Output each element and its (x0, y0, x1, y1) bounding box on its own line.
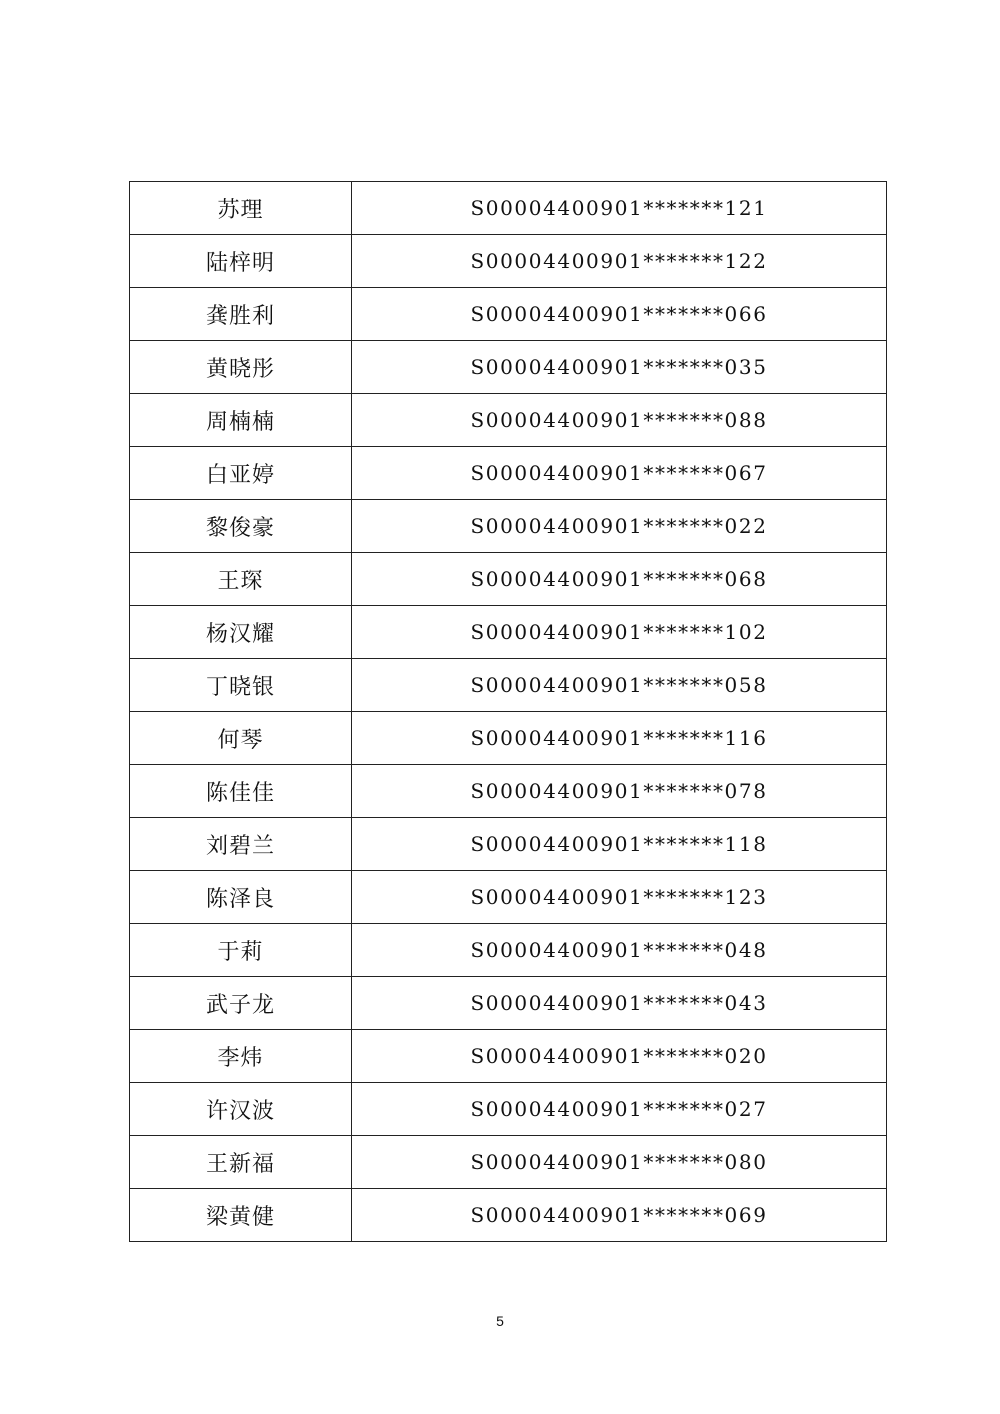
name-cell: 陆梓明 (130, 235, 352, 288)
certificate-id-cell: S00004400901*******088 (352, 394, 887, 447)
certificate-id-cell: S00004400901*******035 (352, 341, 887, 394)
name-cell: 于莉 (130, 924, 352, 977)
name-cell: 黎俊豪 (130, 500, 352, 553)
certificate-id-cell: S00004400901*******118 (352, 818, 887, 871)
certificate-id-cell: S00004400901*******080 (352, 1136, 887, 1189)
name-cell: 王新福 (130, 1136, 352, 1189)
certificate-id-cell: S00004400901*******102 (352, 606, 887, 659)
name-cell: 许汉波 (130, 1083, 352, 1136)
table-row (130, 553, 887, 606)
certificate-id-cell: S00004400901*******069 (352, 1189, 887, 1242)
table-row (130, 1136, 887, 1189)
table-row (130, 606, 887, 659)
name-cell: 白亚婷 (130, 447, 352, 500)
certificate-id-cell: S00004400901*******020 (352, 1030, 887, 1083)
name-cell: 何琴 (130, 712, 352, 765)
table-row (130, 1030, 887, 1083)
name-cell: 梁黄健 (130, 1189, 352, 1242)
certificate-id-cell: S00004400901*******122 (352, 235, 887, 288)
name-cell: 丁晓银 (130, 659, 352, 712)
certificate-id-cell: S00004400901*******068 (352, 553, 887, 606)
name-cell: 黄晓彤 (130, 341, 352, 394)
name-cell: 苏理 (130, 182, 352, 235)
table-row (130, 1189, 887, 1242)
certificate-id-cell: S00004400901*******048 (352, 924, 887, 977)
table-row (130, 394, 887, 447)
table-row (130, 765, 887, 818)
certificate-id-cell: S00004400901*******078 (352, 765, 887, 818)
certificate-id-cell: S00004400901*******121 (352, 182, 887, 235)
certificate-id-cell: S00004400901*******027 (352, 1083, 887, 1136)
name-cell: 刘碧兰 (130, 818, 352, 871)
table-row (130, 235, 887, 288)
name-cell: 龚胜利 (130, 288, 352, 341)
table-row (130, 924, 887, 977)
table-row (130, 447, 887, 500)
table-row (130, 500, 887, 553)
table-row (130, 977, 887, 1030)
name-cell: 武子龙 (130, 977, 352, 1030)
name-cell: 王琛 (130, 553, 352, 606)
name-cell: 陈泽良 (130, 871, 352, 924)
certificate-id-cell: S00004400901*******116 (352, 712, 887, 765)
roster-table (129, 181, 887, 1242)
page-number: 5 (496, 1313, 504, 1329)
certificate-id-cell: S00004400901*******123 (352, 871, 887, 924)
name-cell: 杨汉耀 (130, 606, 352, 659)
certificate-id-cell: S00004400901*******066 (352, 288, 887, 341)
table-row (130, 818, 887, 871)
table-row (130, 182, 887, 235)
table-row (130, 871, 887, 924)
name-cell: 陈佳佳 (130, 765, 352, 818)
certificate-id-cell: S00004400901*******043 (352, 977, 887, 1030)
certificate-id-cell: S00004400901*******022 (352, 500, 887, 553)
table-row (130, 712, 887, 765)
name-cell: 李炜 (130, 1030, 352, 1083)
table-row (130, 659, 887, 712)
table-row (130, 1083, 887, 1136)
certificate-id-cell: S00004400901*******058 (352, 659, 887, 712)
roster-table-body (130, 182, 887, 1242)
name-cell: 周楠楠 (130, 394, 352, 447)
table-row (130, 288, 887, 341)
certificate-id-cell: S00004400901*******067 (352, 447, 887, 500)
table-row (130, 341, 887, 394)
